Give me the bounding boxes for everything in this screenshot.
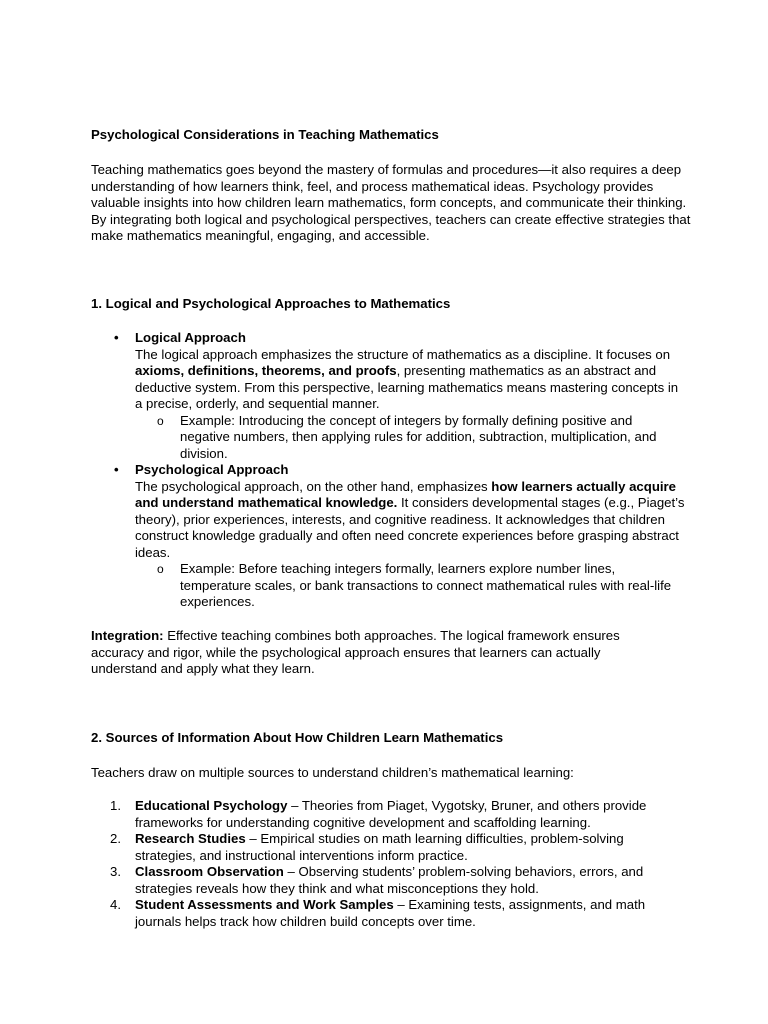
sources-list <box>110 798 685 930</box>
list-number: 1. <box>110 798 121 813</box>
psychological-approach-item <box>110 462 685 611</box>
list-item-text: – Examining tests, assignments, and math journals helps track how children build concepts over time. <box>135 897 646 929</box>
bullet-icon: • <box>114 330 119 345</box>
logical-approach-text-b: , presenting mathematics as an abstract and deductive system. From this perspective, learning mathematics means mastering concepts in a precise, orderly, and sequential manner. <box>135 363 679 411</box>
list-item <box>110 798 685 831</box>
psychological-approach-title: Psychological Approach <box>135 462 289 477</box>
section1-heading: 1. Logical and Psychological Approaches to Mathematics <box>91 296 451 311</box>
logical-example-list <box>135 413 685 463</box>
psychological-approach-text-a: The psychological approach, on the other hand, emphasizes <box>135 478 492 494</box>
section2-heading: 2. Sources of Information About How Children Learn Mathematics <box>91 730 504 745</box>
list-number: 2. <box>110 831 121 846</box>
list-item-label: Classroom Observation <box>135 864 284 879</box>
list-item-label: Research Studies <box>135 831 246 846</box>
psychological-approach-bold: how learners actually acquire and understand mathematical knowledge. <box>135 478 676 510</box>
list-item <box>110 897 685 930</box>
document-title: Psychological Considerations in Teaching Mathematics <box>91 127 439 142</box>
section2-intro: Teachers draw on multiple sources to understand children’s mathematical learning: <box>91 765 574 780</box>
list-item-label: Student Assessments and Work Samples <box>135 897 394 912</box>
list-item <box>110 831 685 864</box>
integration-paragraph <box>91 628 661 678</box>
integration-text: Effective teaching combines both approaches. The logical framework ensures accuracy and rigor, while the psychological approach ensures that learners can actually understand and apply what they learn. <box>91 628 620 676</box>
approaches-list <box>110 330 685 611</box>
sub-bullet-icon: o <box>157 413 164 428</box>
list-number: 3. <box>110 864 121 879</box>
logical-example-text: Example: Introducing the concept of integers by formally defining positive and negative numbers, then applying rules for addition, subtraction, multiplication, and division. <box>180 412 657 461</box>
logical-approach-title: Logical Approach <box>135 330 246 345</box>
list-item-text: – Theories from Piaget, Vygotsky, Bruner, and others provide frameworks for understanding cognitive development and scaffolding learning. <box>135 798 647 830</box>
psychological-approach-text-b: It considers developmental stages (e.g., Piaget’s theory), prior experiences, interests, and cognitive readiness. It acknowledges that children construct knowledge gradually and often need concrete experiences before grasping abstract ideas. <box>135 495 685 560</box>
logical-example-item <box>157 412 685 463</box>
list-item-text: – Observing students’ problem-solving behaviors, errors, and strategies reveals how they think and what misconceptions they hold. <box>135 864 644 896</box>
logical-approach-item <box>110 330 685 462</box>
psychological-example-item <box>157 561 685 611</box>
list-item-label: Educational Psychology <box>135 798 288 813</box>
logical-approach-text-a: The logical approach emphasizes the structure of mathematics as a discipline. It focuses on <box>135 346 671 362</box>
psychological-example-list <box>135 561 685 611</box>
logical-approach-bold: axioms, definitions, theorems, and proofs <box>135 363 397 378</box>
list-item <box>110 864 685 897</box>
list-item-text: – Empirical studies on math learning difficulties, problem-solving strategies, and instructional interventions inform practice. <box>135 831 624 863</box>
psychological-example-text: Example: Before teaching integers formally, learners explore number lines, temperature scales, or bank transactions to connect mathematical rules with real-life experiences. <box>180 561 672 609</box>
sub-bullet-icon: o <box>157 562 164 576</box>
intro-paragraph: Teaching mathematics goes beyond the mastery of formulas and procedures—it also requires a deep understanding of how learners think, feel, and process mathematical ideas. Psychology provides valuable insights into how children learn mathematics, form concepts, and communicate their thinking. By integrating both logical and psychological perspectives, teachers can create effective strategies that make mathematics meaningful, engaging, and accessible. <box>91 162 691 243</box>
integration-label: Integration: <box>91 628 164 643</box>
list-number: 4. <box>110 897 121 912</box>
bullet-icon: • <box>114 462 119 477</box>
